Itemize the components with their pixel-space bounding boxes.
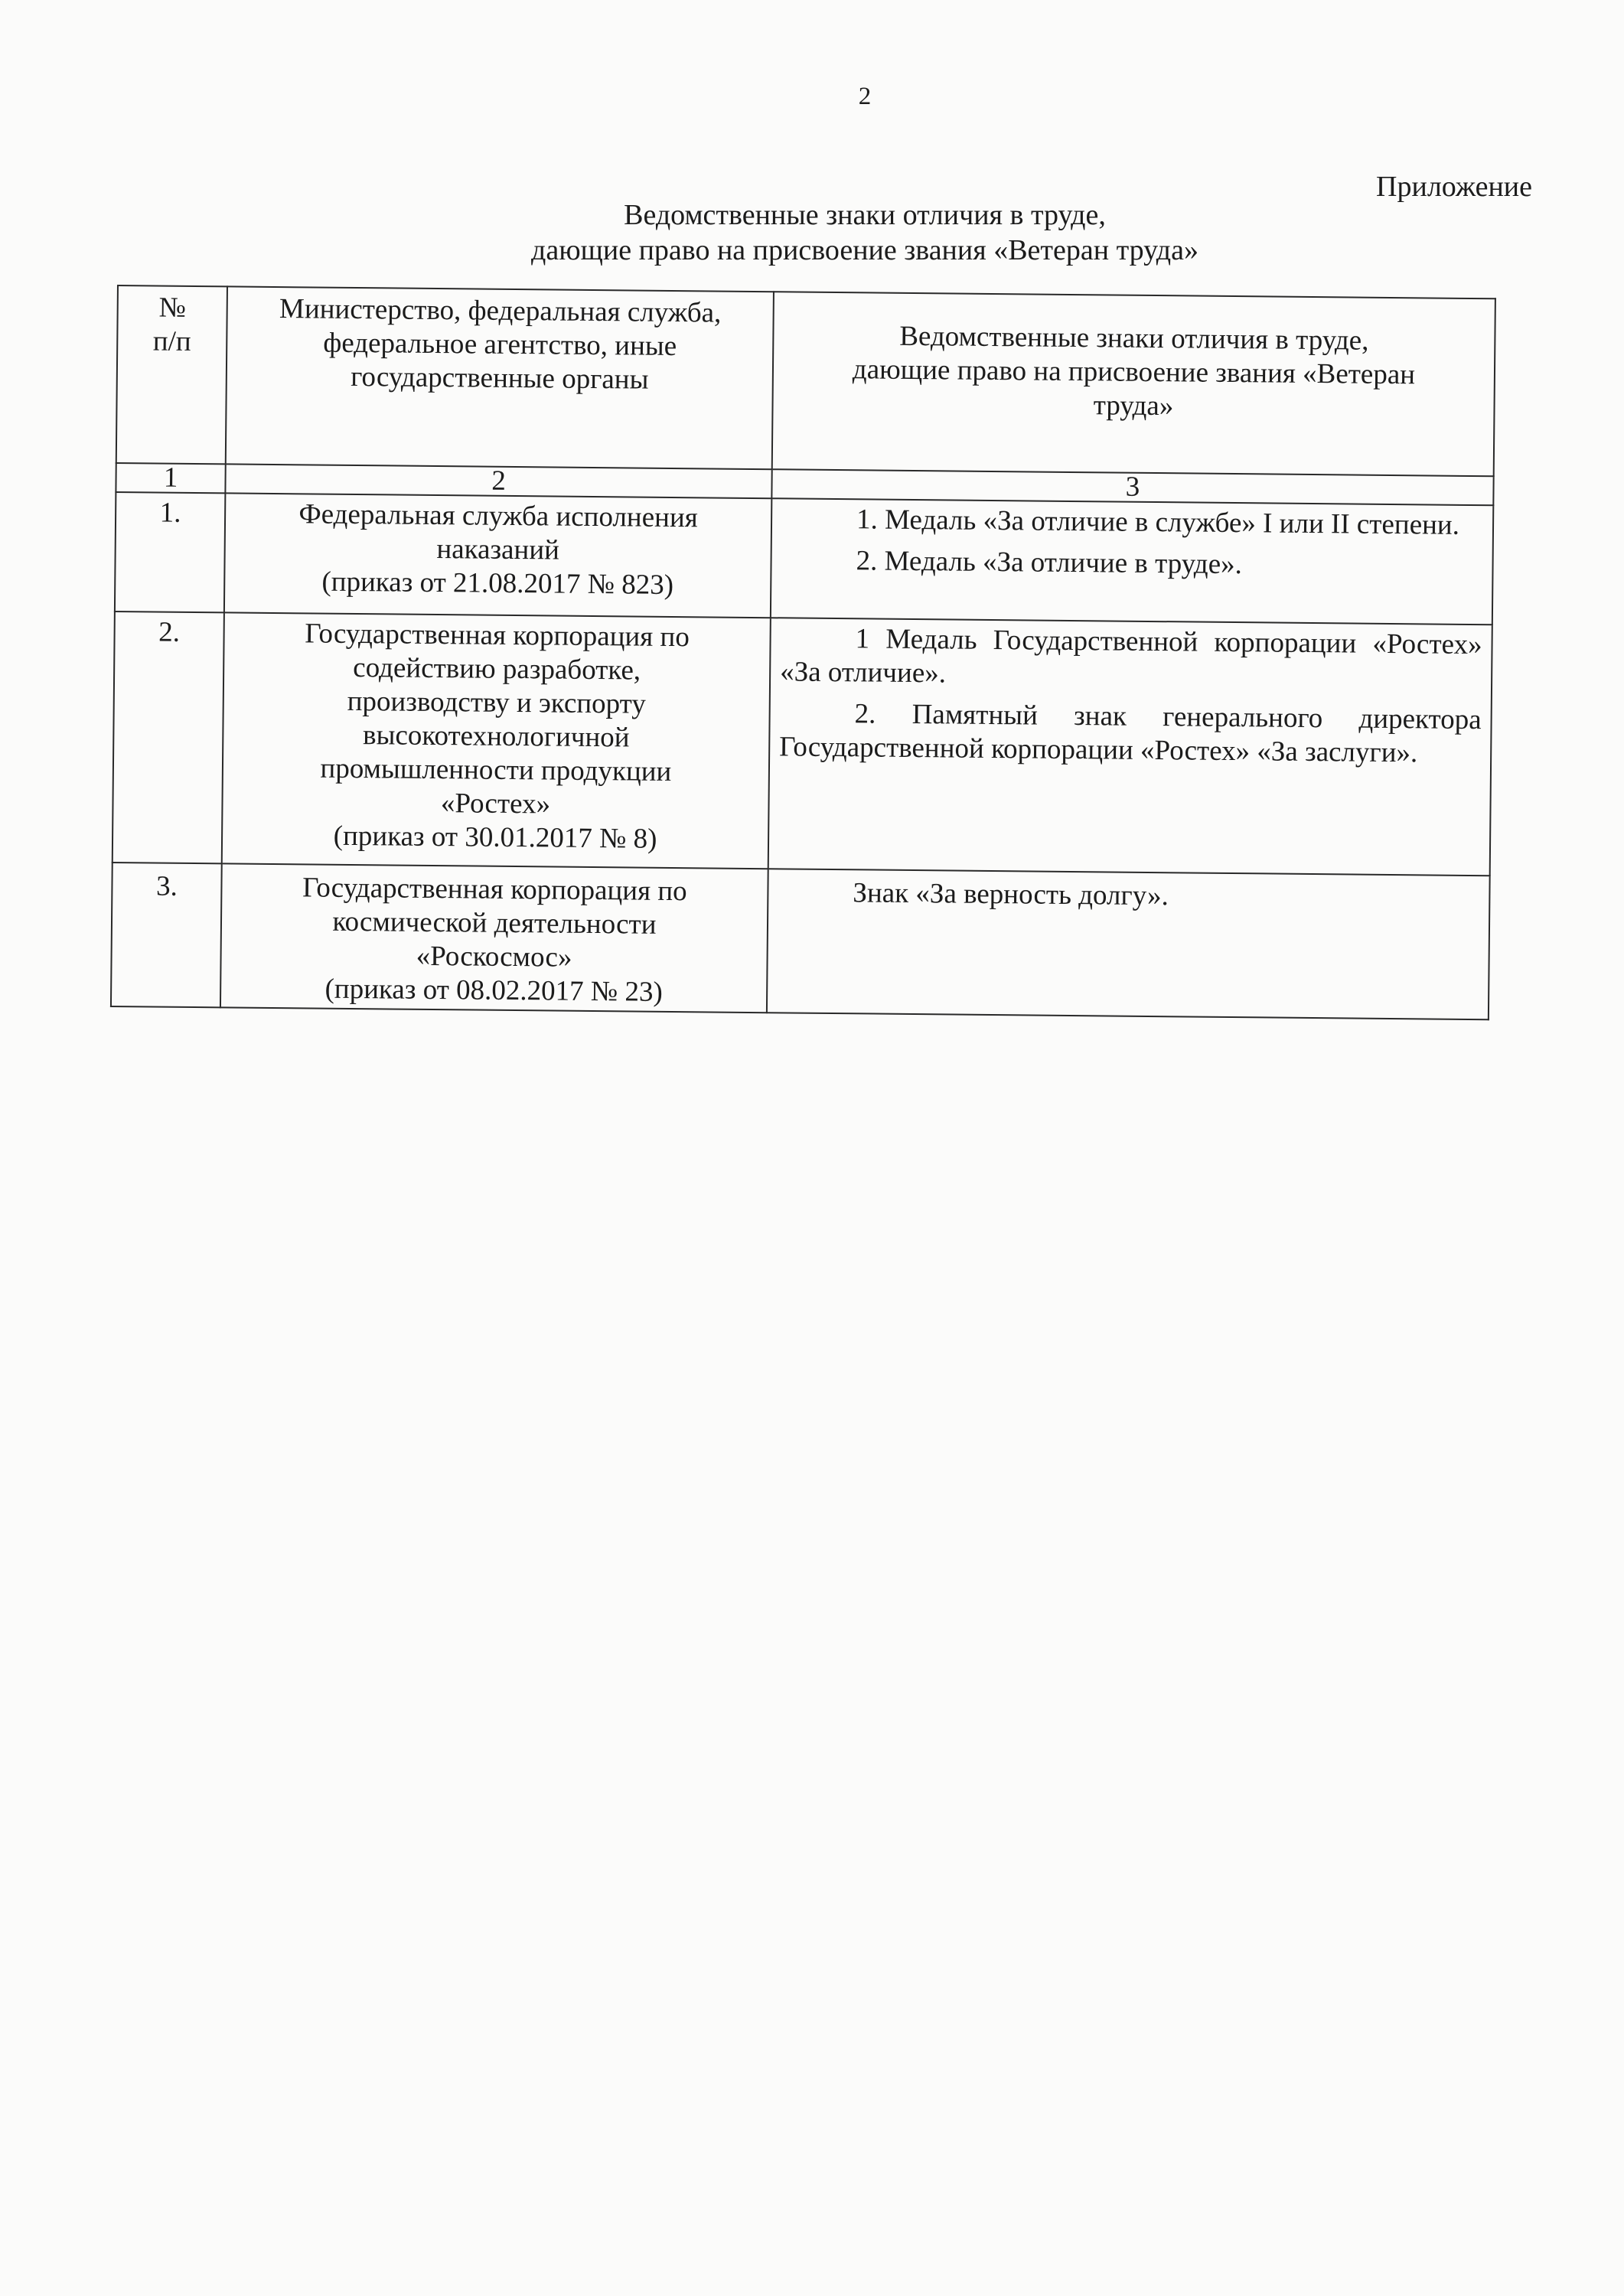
row-organ: Государственная корпорация по содействию разработке, производству и экспорту высокотехнологичной промышленности продукции «Ростех» (приказ от 30.01.2017 № 8) [222, 612, 771, 869]
header-awards: Ведомственные знаки отличия в труде, дающие право на присвоение звания «Ветеран труда» [772, 292, 1495, 476]
document-title-line: Ведомственные знаки отличия в труде, [624, 199, 1106, 231]
row-awards [767, 869, 1490, 1019]
row-organ: Государственная корпорация по космической деятельности «Роскосмос» (приказ от 08.02.2017 № 23) [220, 863, 768, 1013]
document-title-line: дающие право на присвоение звания «Ветеран труда» [531, 234, 1198, 266]
award-item: 2. Медаль «За отличие в труде». [856, 545, 1243, 581]
table-row [115, 492, 1493, 625]
row-number: 2. [113, 612, 224, 863]
row-organ: Федеральная служба исполнения наказаний (приказ от 21.08.2017 № 823) [224, 493, 771, 618]
row-awards [768, 618, 1492, 876]
page-number: 2 [858, 83, 872, 110]
awards-table [110, 285, 1496, 1020]
appendix-label: Приложение [1376, 171, 1532, 203]
row-number: 3. [111, 863, 222, 1007]
column-number: 1 [116, 463, 225, 493]
header-organ: Министерство, федеральная служба, федеральное агентство, иные государственные органы [226, 286, 774, 469]
award-item: 2. Памятный знак генерального директора Государственной корпорации «Ростех» «За заслуги». [779, 698, 1482, 769]
award-item: 1 Медаль Государственной корпорации «Ростех» «За отличие». [779, 623, 1482, 690]
column-number: 3 [771, 469, 1493, 505]
table-row [111, 863, 1490, 1019]
document-title [0, 197, 1624, 268]
row-number: 1. [115, 492, 225, 612]
table-row [113, 612, 1492, 876]
award-item: Знак «За верность долгу». [853, 877, 1169, 912]
award-item: 1. Медаль «За отличие в службе» I или II степени. [856, 504, 1460, 541]
table-header-row [116, 285, 1495, 476]
header-number: № п/п [116, 285, 227, 464]
row-awards [771, 498, 1493, 625]
column-number: 2 [225, 464, 771, 498]
